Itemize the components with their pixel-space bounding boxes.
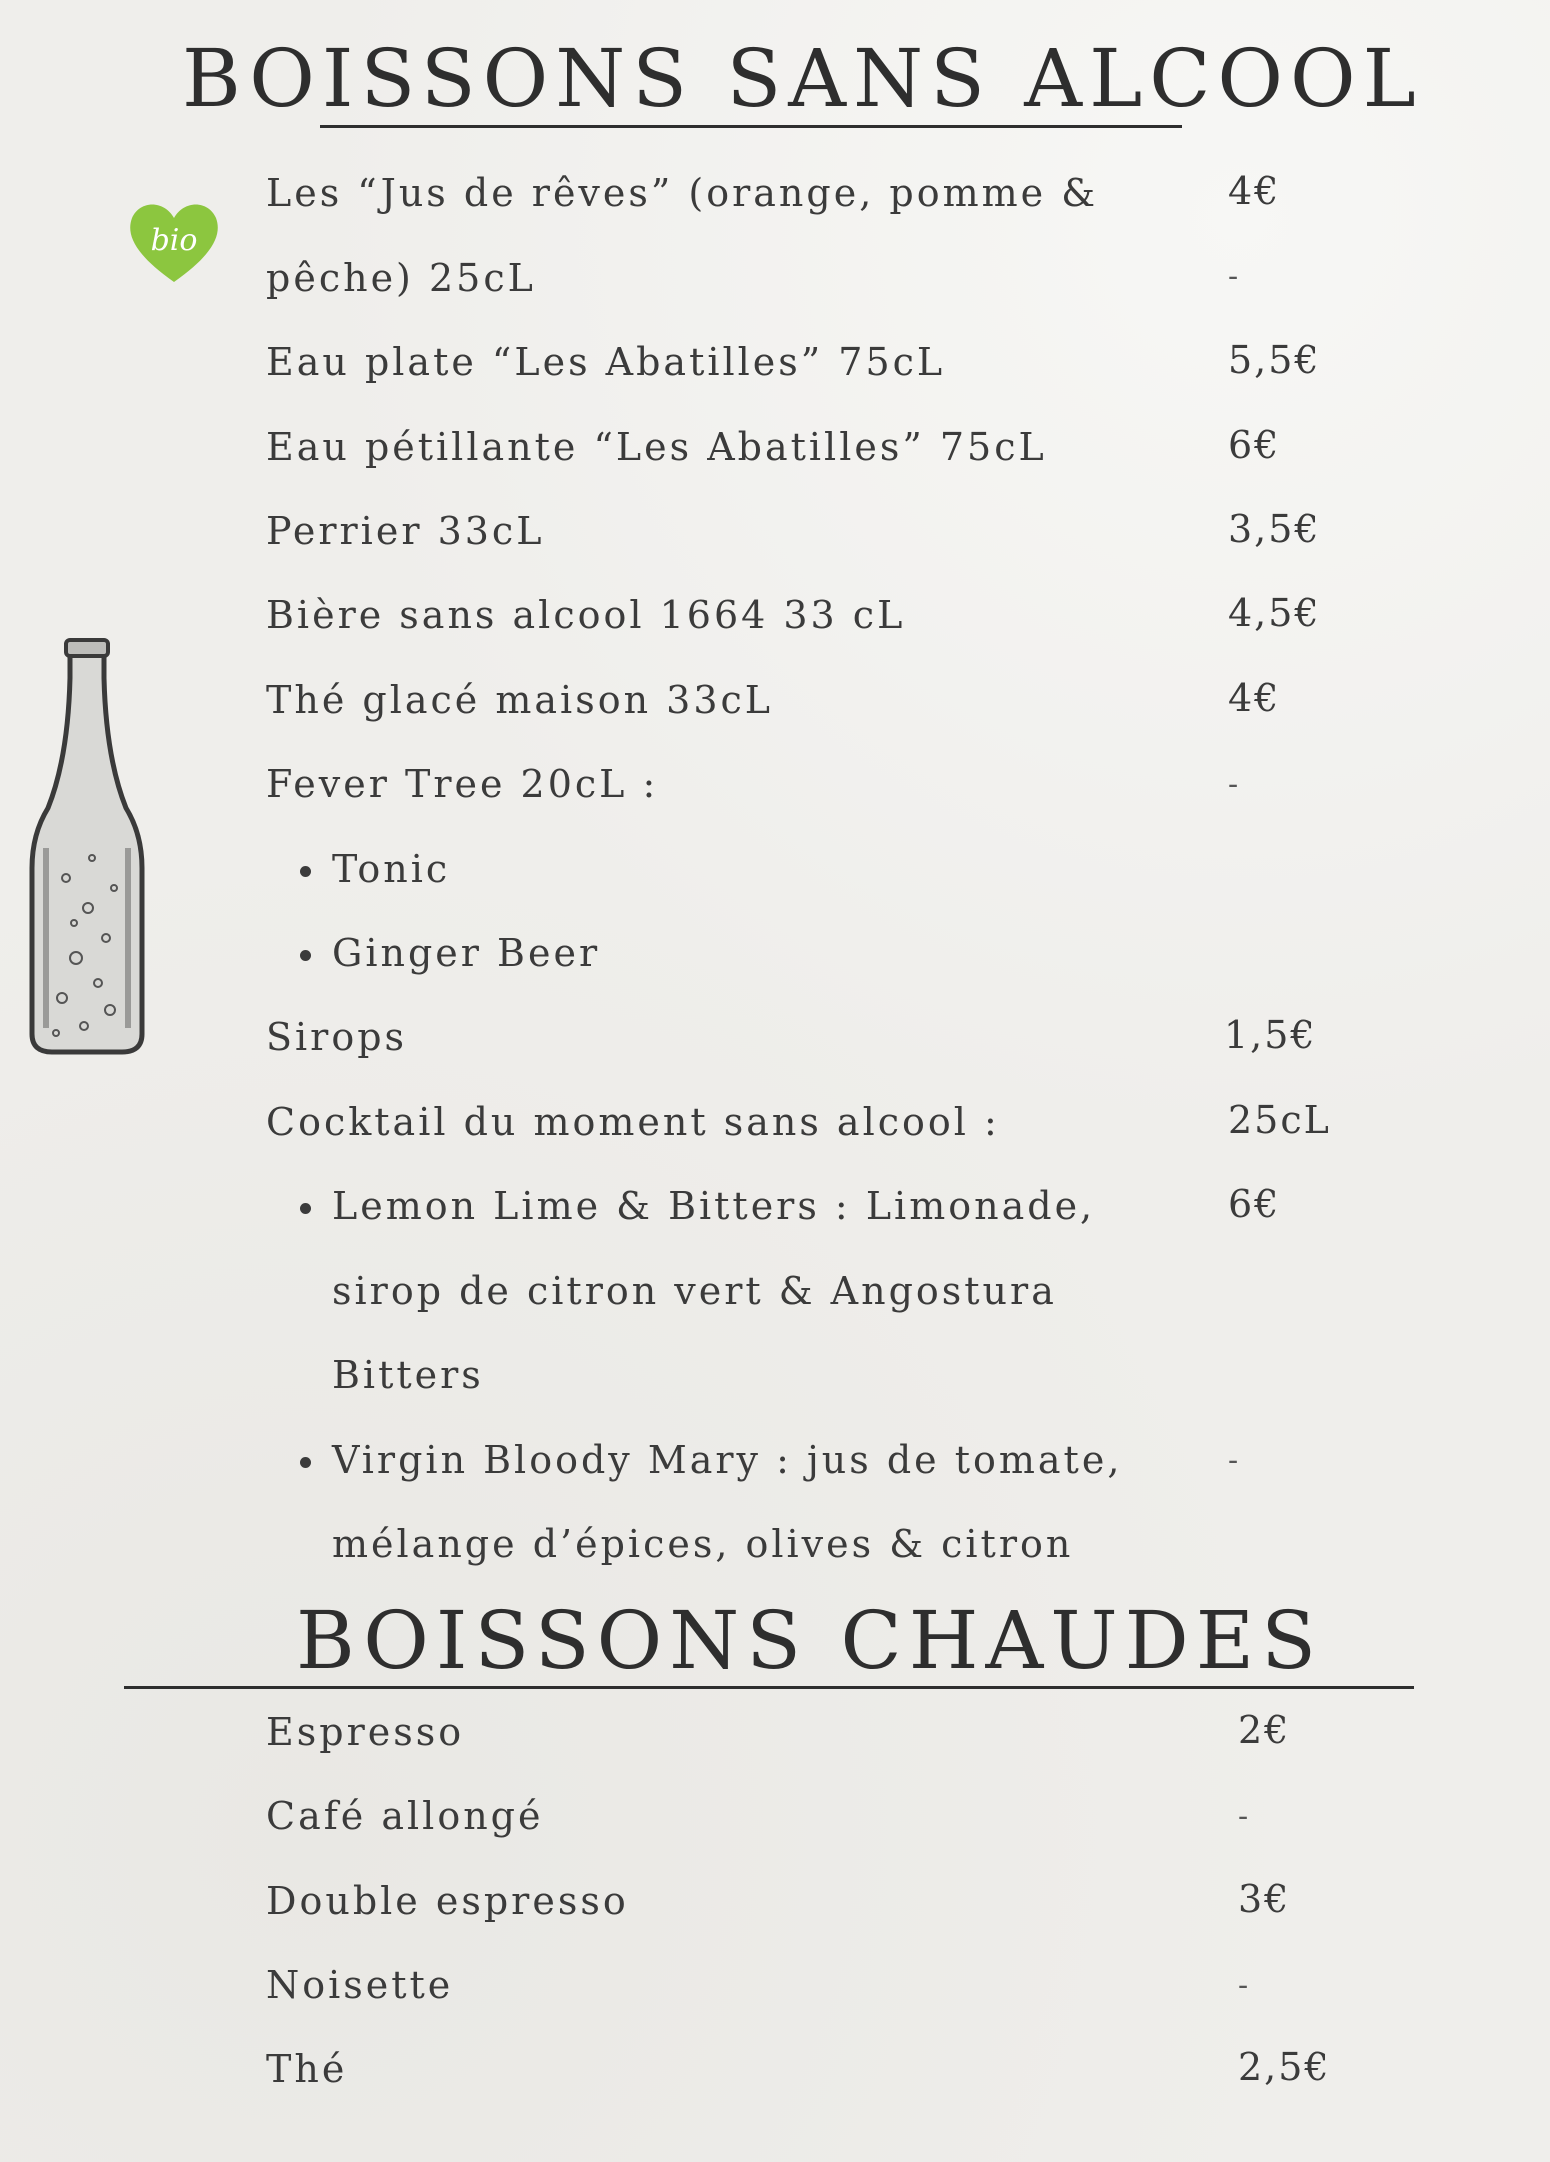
item-jus-de-reves-cont: pêche) 25cL bbox=[266, 256, 536, 300]
price-the: 2,5€ bbox=[1238, 2045, 1331, 2089]
item-fever-tree: Fever Tree 20cL : bbox=[266, 762, 659, 806]
title-underline-hot bbox=[124, 1686, 1414, 1689]
price-espresso: 2€ bbox=[1238, 1708, 1291, 1752]
price-virgin-bloody-mary-dash: - bbox=[1228, 1443, 1239, 1478]
price-double-espresso: 3€ bbox=[1238, 1877, 1291, 1921]
item-lemon-lime-bitters-cont2: Bitters bbox=[332, 1353, 484, 1397]
title-underline-cold bbox=[320, 125, 1182, 128]
price-cafe-allonge-dash: - bbox=[1238, 1799, 1249, 1834]
item-double-espresso: Double espresso bbox=[266, 1879, 629, 1923]
item-jus-de-reves: Les “Jus de rêves” (orange, pomme & bbox=[266, 171, 1099, 215]
item-the: Thé bbox=[266, 2047, 348, 2091]
item-noisette: Noisette bbox=[266, 1963, 454, 2007]
item-the-glace: Thé glacé maison 33cL bbox=[266, 678, 774, 722]
price-jus-de-reves: 4€ bbox=[1228, 169, 1281, 213]
item-sirops: Sirops bbox=[266, 1015, 408, 1059]
section-title-hot-drinks: BOISSONS CHAUDES bbox=[296, 1594, 1323, 1687]
bio-heart-icon bbox=[124, 196, 224, 286]
price-fever-tree-dash: - bbox=[1228, 767, 1239, 802]
item-eau-petillante: Eau pétillante “Les Abatilles” 75cL bbox=[266, 425, 1047, 469]
bio-badge-text: bio bbox=[150, 223, 198, 258]
price-eau-plate: 5,5€ bbox=[1228, 338, 1321, 382]
price-jus-de-reves-dash: - bbox=[1228, 259, 1239, 294]
item-virgin-bloody-mary-cont: mélange d’épices, olives & citron bbox=[332, 1522, 1074, 1566]
item-lemon-lime-bitters-cont: sirop de citron vert & Angostura bbox=[332, 1269, 1057, 1313]
price-eau-petillante: 6€ bbox=[1228, 423, 1281, 467]
item-virgin-bloody-mary: Virgin Bloody Mary : jus de tomate, bbox=[332, 1438, 1123, 1482]
item-espresso: Espresso bbox=[266, 1710, 465, 1754]
item-ginger-beer: Ginger Beer bbox=[332, 931, 601, 975]
price-biere-sans-alcool: 4,5€ bbox=[1228, 591, 1321, 635]
section-title-cold-drinks: BOISSONS SANS ALCOOL bbox=[182, 32, 1423, 125]
price-noisette-dash: - bbox=[1238, 1968, 1249, 2003]
item-cafe-allonge: Café allongé bbox=[266, 1794, 544, 1838]
item-lemon-lime-bitters: Lemon Lime & Bitters : Limonade, bbox=[332, 1184, 1096, 1228]
item-cocktail-du-moment: Cocktail du moment sans alcool : bbox=[266, 1100, 1000, 1144]
price-the-glace: 4€ bbox=[1228, 676, 1281, 720]
item-tonic: Tonic bbox=[332, 847, 451, 891]
price-sirops: 1,5€ bbox=[1224, 1013, 1317, 1057]
price-perrier: 3,5€ bbox=[1228, 507, 1321, 551]
item-biere-sans-alcool: Bière sans alcool 1664 33 cL bbox=[266, 593, 906, 637]
price-lemon-lime-bitters: 6€ bbox=[1228, 1182, 1281, 1226]
item-eau-plate: Eau plate “Les Abatilles” 75cL bbox=[266, 340, 946, 384]
item-perrier: Perrier 33cL bbox=[266, 509, 545, 553]
price-cocktail-volume: 25cL bbox=[1228, 1098, 1331, 1142]
bottle-icon bbox=[26, 638, 148, 1056]
